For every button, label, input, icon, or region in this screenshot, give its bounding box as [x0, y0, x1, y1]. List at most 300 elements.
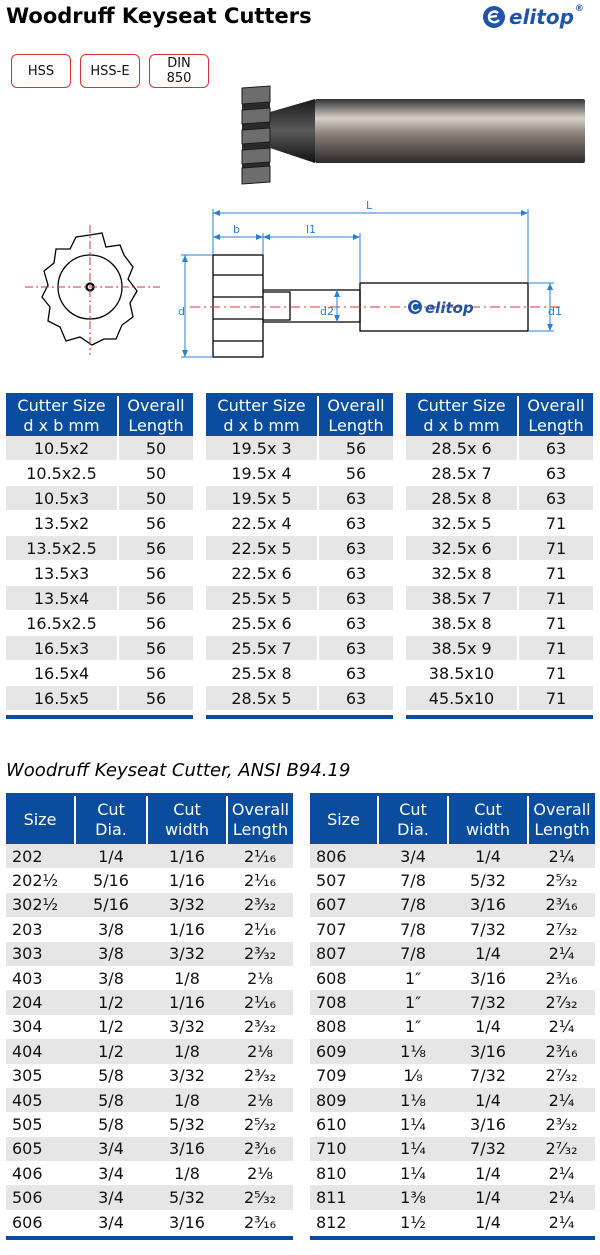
cutter-size-cell: 16.5x3 [6, 636, 118, 661]
table-row [206, 436, 393, 461]
size-cell: 304 [6, 1015, 75, 1039]
cut-width-cell: 1/4 [448, 1185, 528, 1209]
table-row [406, 536, 593, 561]
header-size: Size [6, 795, 75, 845]
table-row [206, 586, 393, 611]
table-row [6, 1137, 293, 1161]
overall-length-cell: 71 [518, 686, 593, 711]
table-row [6, 636, 193, 661]
table-row [310, 1088, 595, 1112]
cut-dia-cell: 1⅛ [378, 1039, 448, 1063]
size-cell: 811 [310, 1185, 378, 1209]
header-cut-width: Cut width [448, 795, 528, 845]
table-row [6, 1161, 293, 1185]
cut-width-cell: 3/32 [147, 1015, 227, 1039]
table-row [6, 1088, 293, 1112]
overall-length-cell: 2³⁄₃₂ [528, 1112, 595, 1136]
dim-label-L: L [366, 199, 373, 212]
header-overall-length: Overall Length [518, 395, 593, 437]
cut-dia-cell: 5/16 [75, 893, 147, 917]
overall-length-cell: 2³⁄₁₆ [528, 893, 595, 917]
overall-length-cell: 71 [518, 586, 593, 611]
size-cell: 605 [6, 1137, 75, 1161]
cutter-size-cell: 13.5x4 [6, 586, 118, 611]
overall-length-cell: 50 [118, 486, 193, 511]
cutter-size-cell: 22.5x 6 [206, 561, 318, 586]
table-row [310, 1185, 595, 1209]
size-cell: 606 [6, 1210, 75, 1234]
header-cut-dia: Cut Dia. [75, 795, 147, 845]
table-row [310, 990, 595, 1014]
page-title: Woodruff Keyseat Cutters [6, 4, 312, 28]
cut-dia-cell: 1/4 [75, 844, 147, 868]
overall-length-cell: 2¼ [528, 1161, 595, 1185]
cut-dia-cell: 1¼ [378, 1112, 448, 1136]
overall-length-cell: 2³⁄₁₆ [227, 1137, 293, 1161]
cutter-size-cell: 16.5x2.5 [6, 611, 118, 636]
cut-dia-cell: 1⁄₈ [378, 1064, 448, 1088]
table-row [6, 486, 193, 511]
cut-width-cell: 1/16 [147, 917, 227, 941]
badge-hss-e: HSS-E [80, 54, 140, 88]
cut-width-cell: 3/16 [147, 1210, 227, 1234]
overall-length-cell: 63 [518, 461, 593, 486]
table-row [406, 561, 593, 586]
overall-length-cell: 2⅛ [227, 1161, 293, 1185]
header-overall-length: Overall Length [227, 795, 293, 845]
cut-width-cell: 1/8 [147, 966, 227, 990]
cut-dia-cell: 1/2 [75, 1039, 147, 1063]
overall-length-cell: 56 [118, 636, 193, 661]
table-row [310, 1015, 595, 1039]
table-row [6, 686, 193, 711]
header-cut-dia: Cut Dia. [378, 795, 448, 845]
size-cell: 305 [6, 1064, 75, 1088]
overall-length-cell: 71 [518, 661, 593, 686]
overall-length-cell: 2³⁄₁₆ [227, 1210, 293, 1234]
size-cell: 507 [310, 868, 378, 892]
badge-hss: HSS [11, 54, 71, 88]
cut-width-cell: 3/16 [448, 893, 528, 917]
metric-table-1 [6, 393, 193, 711]
shank-logo [408, 299, 474, 317]
table-row [6, 1015, 293, 1039]
overall-length-cell: 2³⁄₃₂ [227, 1015, 293, 1039]
overall-length-cell: 63 [318, 536, 393, 561]
table-row [310, 1210, 595, 1234]
overall-length-cell: 56 [118, 661, 193, 686]
size-cell: 406 [6, 1161, 75, 1185]
cut-dia-cell: 5/16 [75, 868, 147, 892]
cut-dia-cell: 3/8 [75, 966, 147, 990]
overall-length-cell: 2³⁄₃₂ [227, 893, 293, 917]
size-cell: 808 [310, 1015, 378, 1039]
cut-dia-cell: 1″ [378, 990, 448, 1014]
table-row [406, 636, 593, 661]
table-row [6, 893, 293, 917]
table-row [6, 1185, 293, 1209]
table-row [206, 561, 393, 586]
overall-length-cell: 63 [318, 511, 393, 536]
overall-length-cell: 50 [118, 436, 193, 461]
overall-length-cell: 56 [318, 436, 393, 461]
overall-length-cell: 56 [118, 586, 193, 611]
table-bottom-bar [6, 715, 193, 719]
table-row [6, 990, 293, 1014]
table-bottom-bar [310, 1236, 595, 1240]
cutter-size-cell: 10.5x2.5 [6, 461, 118, 486]
dim-label-d: d [178, 305, 185, 318]
overall-length-cell: 71 [518, 611, 593, 636]
overall-length-cell: 2¼ [528, 1185, 595, 1209]
cutter-size-cell: 22.5x 4 [206, 511, 318, 536]
size-cell: 202½ [6, 868, 75, 892]
size-cell: 812 [310, 1210, 378, 1234]
header-overall-length: Overall Length [118, 395, 193, 437]
cut-dia-cell: 3/4 [75, 1185, 147, 1209]
header-cutter-size: Cutter Size d x b mm [6, 395, 118, 437]
cutter-size-cell: 16.5x4 [6, 661, 118, 686]
cut-dia-cell: 7/8 [378, 893, 448, 917]
overall-length-cell: 63 [318, 561, 393, 586]
table-row [406, 486, 593, 511]
overall-length-cell: 2⅛ [227, 1039, 293, 1063]
size-cell: 610 [310, 1112, 378, 1136]
table-row [6, 511, 193, 536]
table-row [6, 561, 193, 586]
overall-length-cell: 2³⁄₃₂ [227, 942, 293, 966]
table-row [310, 893, 595, 917]
table-row [6, 1112, 293, 1136]
table-row [6, 868, 293, 892]
header-overall-length: Overall Length [528, 795, 595, 845]
cutter-size-cell: 22.5x 5 [206, 536, 318, 561]
cut-width-cell: 5/32 [448, 868, 528, 892]
table-row [6, 586, 193, 611]
table-row [6, 917, 293, 941]
size-cell: 707 [310, 917, 378, 941]
size-cell: 810 [310, 1161, 378, 1185]
overall-length-cell: 2¹⁄₁₆ [227, 844, 293, 868]
metric-table-2 [206, 393, 393, 711]
overall-length-cell: 71 [518, 561, 593, 586]
cut-width-cell: 7/32 [448, 1064, 528, 1088]
cut-width-cell: 1/4 [448, 844, 528, 868]
cut-dia-cell: 1″ [378, 966, 448, 990]
table-row [406, 611, 593, 636]
overall-length-cell: 63 [518, 436, 593, 461]
table-row [6, 611, 193, 636]
table-row [310, 1112, 595, 1136]
cut-width-cell: 1/4 [448, 942, 528, 966]
overall-length-cell: 2⁵⁄₃₂ [528, 868, 595, 892]
cut-width-cell: 3/32 [147, 1064, 227, 1088]
cutter-size-cell: 38.5x10 [406, 661, 518, 686]
overall-length-cell: 63 [318, 586, 393, 611]
table-row [310, 966, 595, 990]
overall-length-cell: 2⁷⁄₃₂ [528, 990, 595, 1014]
table-row [206, 461, 393, 486]
cut-dia-cell: 1¼ [378, 1161, 448, 1185]
cut-width-cell: 7/32 [448, 990, 528, 1014]
header-size: Size [310, 795, 378, 845]
table-row [206, 636, 393, 661]
cut-width-cell: 3/32 [147, 942, 227, 966]
overall-length-cell: 2³⁄₁₆ [528, 1039, 595, 1063]
table-row [310, 1137, 595, 1161]
table-row [406, 686, 593, 711]
cutter-size-cell: 38.5x 7 [406, 586, 518, 611]
cut-dia-cell: 1⅜ [378, 1185, 448, 1209]
overall-length-cell: 63 [318, 636, 393, 661]
cut-dia-cell: 3/4 [378, 844, 448, 868]
overall-length-cell: 63 [518, 486, 593, 511]
cut-width-cell: 3/16 [448, 966, 528, 990]
cut-dia-cell: 3/4 [75, 1161, 147, 1185]
overall-length-cell: 71 [518, 511, 593, 536]
overall-length-cell: 56 [118, 686, 193, 711]
cut-width-cell: 1/16 [147, 868, 227, 892]
cut-dia-cell: 5/8 [75, 1064, 147, 1088]
elitop-logo-icon [482, 5, 506, 29]
badge-din-850: DIN 850 [149, 54, 209, 88]
table-row [310, 868, 595, 892]
table-row [206, 686, 393, 711]
cut-width-cell: 1/4 [448, 1210, 528, 1234]
table-row [406, 661, 593, 686]
ansi-section-title: Woodruff Keyseat Cutter, ANSI B94.19 [6, 760, 351, 781]
overall-length-cell: 71 [518, 636, 593, 661]
cut-width-cell: 3/16 [448, 1112, 528, 1136]
size-cell: 607 [310, 893, 378, 917]
cutter-size-cell: 10.5x3 [6, 486, 118, 511]
dim-label-d1: d1 [548, 305, 562, 318]
cut-width-cell: 5/32 [147, 1112, 227, 1136]
cut-dia-cell: 1⅛ [378, 1088, 448, 1112]
cut-dia-cell: 1/2 [75, 1015, 147, 1039]
size-cell: 608 [310, 966, 378, 990]
cutter-size-cell: 25.5x 5 [206, 586, 318, 611]
product-photo [235, 82, 595, 187]
overall-length-cell: 2¼ [528, 1015, 595, 1039]
size-cell: 403 [6, 966, 75, 990]
table-bottom-bar [206, 715, 393, 719]
overall-length-cell: 2¹⁄₁₆ [227, 990, 293, 1014]
overall-length-cell: 2³⁄₁₆ [528, 966, 595, 990]
cut-width-cell: 1/16 [147, 844, 227, 868]
table-row [406, 461, 593, 486]
overall-length-cell: 56 [118, 561, 193, 586]
overall-length-cell: 2⁵⁄₃₂ [227, 1112, 293, 1136]
ansi-table-left [6, 793, 293, 1234]
overall-length-cell: 71 [518, 536, 593, 561]
cutter-size-cell: 28.5x 5 [206, 686, 318, 711]
cut-width-cell: 1/8 [147, 1161, 227, 1185]
size-cell: 807 [310, 942, 378, 966]
header-cutter-size: Cutter Size d x b mm [406, 395, 518, 437]
cut-dia-cell: 3/8 [75, 942, 147, 966]
cutter-size-cell: 10.5x2 [6, 436, 118, 461]
overall-length-cell: 63 [318, 611, 393, 636]
cutter-size-cell: 32.5x 5 [406, 511, 518, 536]
size-cell: 203 [6, 917, 75, 941]
table-row [310, 1039, 595, 1063]
size-cell: 609 [310, 1039, 378, 1063]
table-row [310, 917, 595, 941]
dim-label-b: b [233, 223, 240, 236]
overall-length-cell: 2¹⁄₁₆ [227, 917, 293, 941]
overall-length-cell: 56 [118, 536, 193, 561]
cut-width-cell: 3/16 [448, 1039, 528, 1063]
table-row [6, 942, 293, 966]
table-bottom-bar [6, 1236, 293, 1240]
overall-length-cell: 50 [118, 461, 193, 486]
overall-length-cell: 56 [118, 611, 193, 636]
table-row [206, 511, 393, 536]
header-cut-width: Cut width [147, 795, 227, 845]
overall-length-cell: 2¼ [528, 844, 595, 868]
cut-width-cell: 3/16 [147, 1137, 227, 1161]
size-cell: 505 [6, 1112, 75, 1136]
dim-label-l1: l1 [306, 223, 317, 236]
table-row [6, 436, 193, 461]
cut-dia-cell: 7/8 [378, 868, 448, 892]
table-row [310, 844, 595, 868]
cutter-size-cell: 28.5x 7 [406, 461, 518, 486]
table-row [206, 486, 393, 511]
technical-drawing [0, 195, 600, 390]
overall-length-cell: 2¼ [528, 942, 595, 966]
cut-dia-cell: 5/8 [75, 1088, 147, 1112]
size-cell: 708 [310, 990, 378, 1014]
size-cell: 404 [6, 1039, 75, 1063]
table-row [6, 661, 193, 686]
cut-dia-cell: 1/2 [75, 990, 147, 1014]
cutter-size-cell: 38.5x 8 [406, 611, 518, 636]
cutter-size-cell: 25.5x 6 [206, 611, 318, 636]
cutter-size-cell: 32.5x 6 [406, 536, 518, 561]
table-row [310, 1161, 595, 1185]
table-row [6, 966, 293, 990]
table-row [206, 536, 393, 561]
overall-length-cell: 2³⁄₃₂ [227, 1064, 293, 1088]
cut-dia-cell: 1″ [378, 1015, 448, 1039]
cutter-size-cell: 38.5x 9 [406, 636, 518, 661]
overall-length-cell: 56 [118, 511, 193, 536]
brand-logo [482, 2, 584, 32]
dim-label-d2: d2 [320, 305, 334, 318]
table-row [6, 844, 293, 868]
table-row [206, 661, 393, 686]
header-overall-length: Overall Length [318, 395, 393, 437]
cutter-size-cell: 13.5x2.5 [6, 536, 118, 561]
table-row [206, 611, 393, 636]
table-row [6, 536, 193, 561]
cut-dia-cell: 3/4 [75, 1137, 147, 1161]
cut-dia-cell: 7/8 [378, 917, 448, 941]
size-cell: 204 [6, 990, 75, 1014]
overall-length-cell: 2⅛ [227, 1088, 293, 1112]
cut-width-cell: 7/32 [448, 1137, 528, 1161]
cutter-size-cell: 16.5x5 [6, 686, 118, 711]
overall-length-cell: 2⁷⁄₃₂ [528, 1137, 595, 1161]
table-row [406, 511, 593, 536]
size-cell: 405 [6, 1088, 75, 1112]
cut-width-cell: 1/4 [448, 1088, 528, 1112]
overall-length-cell: 2¼ [528, 1210, 595, 1234]
size-cell: 806 [310, 844, 378, 868]
table-row [6, 1064, 293, 1088]
registered-mark-icon: ® [574, 4, 584, 14]
cutter-size-cell: 25.5x 8 [206, 661, 318, 686]
cut-dia-cell: 5/8 [75, 1112, 147, 1136]
ansi-table-right [310, 793, 595, 1234]
cut-dia-cell: 3/8 [75, 917, 147, 941]
size-cell: 303 [6, 942, 75, 966]
cut-width-cell: 3/32 [147, 893, 227, 917]
brand-name: elitop [509, 5, 574, 29]
overall-length-cell: 2¼ [528, 1088, 595, 1112]
overall-length-cell: 2⁵⁄₃₂ [227, 1185, 293, 1209]
cut-width-cell: 1/8 [147, 1088, 227, 1112]
cutter-size-cell: 13.5x2 [6, 511, 118, 536]
table-bottom-bar [406, 715, 593, 719]
table-row [310, 942, 595, 966]
overall-length-cell: 2¹⁄₁₆ [227, 868, 293, 892]
overall-length-cell: 56 [318, 461, 393, 486]
cutter-side-view [213, 255, 528, 357]
header-cutter-size: Cutter Size d x b mm [206, 395, 318, 437]
cutter-size-cell: 25.5x 7 [206, 636, 318, 661]
cut-width-cell: 1/8 [147, 1039, 227, 1063]
cutter-size-cell: 19.5x 3 [206, 436, 318, 461]
table-row [406, 586, 593, 611]
cutter-size-cell: 19.5x 4 [206, 461, 318, 486]
size-cell: 710 [310, 1137, 378, 1161]
cutter-size-cell: 32.5x 8 [406, 561, 518, 586]
overall-length-cell: 63 [318, 661, 393, 686]
overall-length-cell: 63 [318, 686, 393, 711]
cutter-size-cell: 13.5x3 [6, 561, 118, 586]
cut-width-cell: 5/32 [147, 1185, 227, 1209]
cut-width-cell: 1/4 [448, 1015, 528, 1039]
table-row [406, 436, 593, 461]
overall-length-cell: 2⁷⁄₃₂ [528, 917, 595, 941]
size-cell: 709 [310, 1064, 378, 1088]
cut-dia-cell: 1¼ [378, 1137, 448, 1161]
cutter-size-cell: 19.5x 5 [206, 486, 318, 511]
size-cell: 302½ [6, 893, 75, 917]
table-row [6, 461, 193, 486]
table-row [6, 1039, 293, 1063]
cutter-size-cell: 28.5x 6 [406, 436, 518, 461]
size-cell: 809 [310, 1088, 378, 1112]
cutter-size-cell: 45.5x10 [406, 686, 518, 711]
cut-dia-cell: 1½ [378, 1210, 448, 1234]
table-row [310, 1064, 595, 1088]
cut-width-cell: 1/4 [448, 1161, 528, 1185]
cut-dia-cell: 7/8 [378, 942, 448, 966]
cut-width-cell: 7/32 [448, 917, 528, 941]
overall-length-cell: 63 [318, 486, 393, 511]
table-row [6, 1210, 293, 1234]
cut-width-cell: 1/16 [147, 990, 227, 1014]
overall-length-cell: 2⅛ [227, 966, 293, 990]
cut-dia-cell: 3/4 [75, 1210, 147, 1234]
overall-length-cell: 2⁷⁄₃₂ [528, 1064, 595, 1088]
shank-brand-text: elitop [425, 299, 474, 317]
cutter-size-cell: 28.5x 8 [406, 486, 518, 511]
